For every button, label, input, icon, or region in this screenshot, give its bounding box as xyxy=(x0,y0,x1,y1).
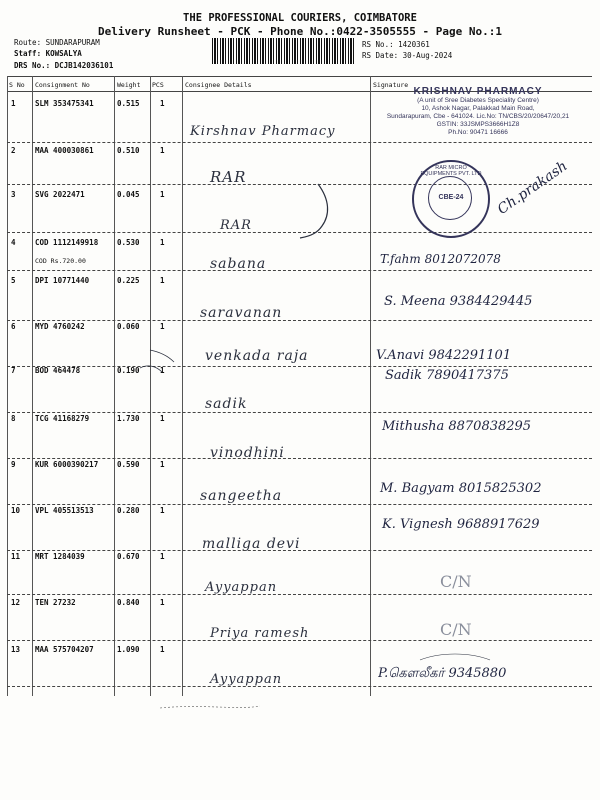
seal-city: CBE-24 xyxy=(438,194,464,201)
row-pcs: 1 xyxy=(160,552,165,561)
row-signature: C/N xyxy=(440,572,472,591)
row-weight: 1.730 xyxy=(117,414,140,423)
row-weight: 0.510 xyxy=(117,146,140,155)
row-sno: 9 xyxy=(11,460,16,469)
rs-date: RS Date: 30-Aug-2024 xyxy=(362,51,453,60)
row-sno: 10 xyxy=(11,506,21,515)
row-signature: P.கௌலீகர் 9345880 xyxy=(378,666,507,681)
row-consignment: VPL 405513513 xyxy=(35,506,94,515)
row-consignment: TCG 41168279 xyxy=(35,414,90,423)
row-consignee: Ayyappan xyxy=(210,672,283,687)
row-pcs: 1 xyxy=(160,322,165,331)
row-signature: Mithusha 8870838295 xyxy=(382,419,532,434)
row-weight: 0.045 xyxy=(117,190,140,199)
row-consignment: SLM 353475341 xyxy=(35,99,94,108)
row-consignment: SVG 2022471 xyxy=(35,190,85,199)
row-sno: 5 xyxy=(11,276,16,285)
row-consignment: MAA 575704207 xyxy=(35,645,94,654)
row-sno: 11 xyxy=(11,552,21,561)
col-header-consignment: Consignment No xyxy=(35,81,90,89)
stamp-phone: Ph.No: 90471 16666 xyxy=(448,129,508,136)
row-consignee: sangeetha xyxy=(200,488,283,504)
col-header-sno: S No xyxy=(9,81,25,89)
row-sno: 13 xyxy=(11,645,21,654)
row-consignee: malliga devi xyxy=(202,536,301,552)
rs-number: RS No.: 1420361 xyxy=(362,40,430,49)
row-consignment: KUR 6000390217 xyxy=(35,460,99,469)
row-weight: 0.190 xyxy=(117,366,140,375)
row-sno: 12 xyxy=(11,598,21,607)
row-weight: 0.225 xyxy=(117,276,140,285)
row-cod-amount: COD Rs.720.00 xyxy=(35,257,86,265)
row-consignee: venkada raja xyxy=(205,348,309,364)
col-header-pcs: PCS xyxy=(152,81,164,89)
stamp-name: KRISHNAV PHARMACY xyxy=(413,86,543,97)
row-signature: T.fahm 8012072078 xyxy=(380,252,501,266)
col-header-signature: Signature xyxy=(373,81,409,89)
stamp-line: Sundarapuram, Cbe - 641024. Lic.No: TN/CBS/20/20647/20,21 xyxy=(386,113,570,120)
row-sno: 4 xyxy=(11,238,16,247)
row-weight: 0.060 xyxy=(117,322,140,331)
row-pcs: 1 xyxy=(160,645,165,654)
row-pcs: 1 xyxy=(160,238,165,247)
row-consignee: Kirshnav Pharmacy xyxy=(190,124,336,139)
row-weight: 0.280 xyxy=(117,506,140,515)
row-consignee: sadik xyxy=(205,396,248,412)
stamp-gstin: GSTIN: 33JSMPS3666H1Z8 xyxy=(436,121,520,128)
col-header-consignee: Consignee Details xyxy=(185,81,252,89)
row-sno: 6 xyxy=(11,322,16,331)
row-consignee: Ayyappan xyxy=(205,580,278,595)
row-pcs: 1 xyxy=(160,414,165,423)
pen-stroke xyxy=(140,366,162,372)
row-pcs: 1 xyxy=(160,506,165,515)
row-consignment: TEN 27232 xyxy=(35,598,76,607)
row-sno: 3 xyxy=(11,190,16,199)
row-consignee: RAR xyxy=(220,218,252,233)
col-header-weight: Weight xyxy=(117,81,141,89)
row-consignment: MAA 400030861 xyxy=(35,146,94,155)
row-consignment: COD 1112149918 xyxy=(35,238,99,247)
row-consignee: vinodhini xyxy=(210,445,285,461)
seal-text: RAR MICRO EQUIPMENTS PVT. LTD xyxy=(420,165,482,177)
row-sno: 8 xyxy=(11,414,16,423)
row-weight: 0.530 xyxy=(117,238,140,247)
row-consignee: saravanan xyxy=(200,305,283,321)
row-consignee: Priya ramesh xyxy=(210,626,310,641)
row-signature: V.Anavi 9842291101 xyxy=(376,348,512,363)
row-pcs: 1 xyxy=(160,99,165,108)
row-consignment: DPI 10771440 xyxy=(35,276,90,285)
row-signature: S. Meena 9384429445 xyxy=(384,294,533,309)
row-consignee: RAR xyxy=(210,168,247,186)
row-pcs: 1 xyxy=(160,598,165,607)
drs-number: DRS No.: DCJB142036101 xyxy=(14,61,114,70)
row-weight: 0.840 xyxy=(117,598,140,607)
row-consignment: BOD 464478 xyxy=(35,366,81,375)
row-consignee: sabana xyxy=(210,256,267,272)
runsheet-title: Delivery Runsheet - PCK - Phone No.:0422-3505555 - Page No.:1 xyxy=(98,25,502,38)
row-weight: 0.670 xyxy=(117,552,140,561)
row-pcs: 1 xyxy=(160,146,165,155)
stamp-line: 10, Ashok Nagar, Palakkad Main Road, xyxy=(421,105,535,112)
row-pcs: 1 xyxy=(160,190,165,199)
pen-stroke xyxy=(420,654,490,660)
initial-signature: Ch.prakash xyxy=(494,158,571,218)
row-consignment: MRT 1284039 xyxy=(35,552,85,561)
row-weight: 1.090 xyxy=(117,645,140,654)
row-sno: 2 xyxy=(11,146,16,155)
row-pcs: 1 xyxy=(160,366,165,375)
pen-stroke xyxy=(300,184,328,238)
row-sno: 7 xyxy=(11,366,16,375)
row-signature: M. Bagyam 8015825302 xyxy=(380,481,542,496)
row-signature: K. Vignesh 9688917629 xyxy=(382,517,540,532)
pen-stroke xyxy=(160,706,260,708)
company-name: THE PROFESSIONAL COURIERS, COIMBATORE xyxy=(183,12,417,24)
row-consignment: MYD 4760242 xyxy=(35,322,85,331)
row-pcs: 1 xyxy=(160,460,165,469)
row-weight: 0.590 xyxy=(117,460,140,469)
pen-stroke xyxy=(150,350,174,362)
row-weight: 0.515 xyxy=(117,99,140,108)
row-sno: 1 xyxy=(11,99,16,108)
row-signature: Sadik 7890417375 xyxy=(385,368,509,383)
row-signature: C/N xyxy=(440,620,472,639)
row-pcs: 1 xyxy=(160,276,165,285)
route-label: Route: SUNDARAPURAM xyxy=(14,38,100,47)
staff-label: Staff: KOWSALYA xyxy=(14,49,82,58)
stamp-line: (A unit of Sree Diabetes Speciality Centre) xyxy=(417,97,539,104)
